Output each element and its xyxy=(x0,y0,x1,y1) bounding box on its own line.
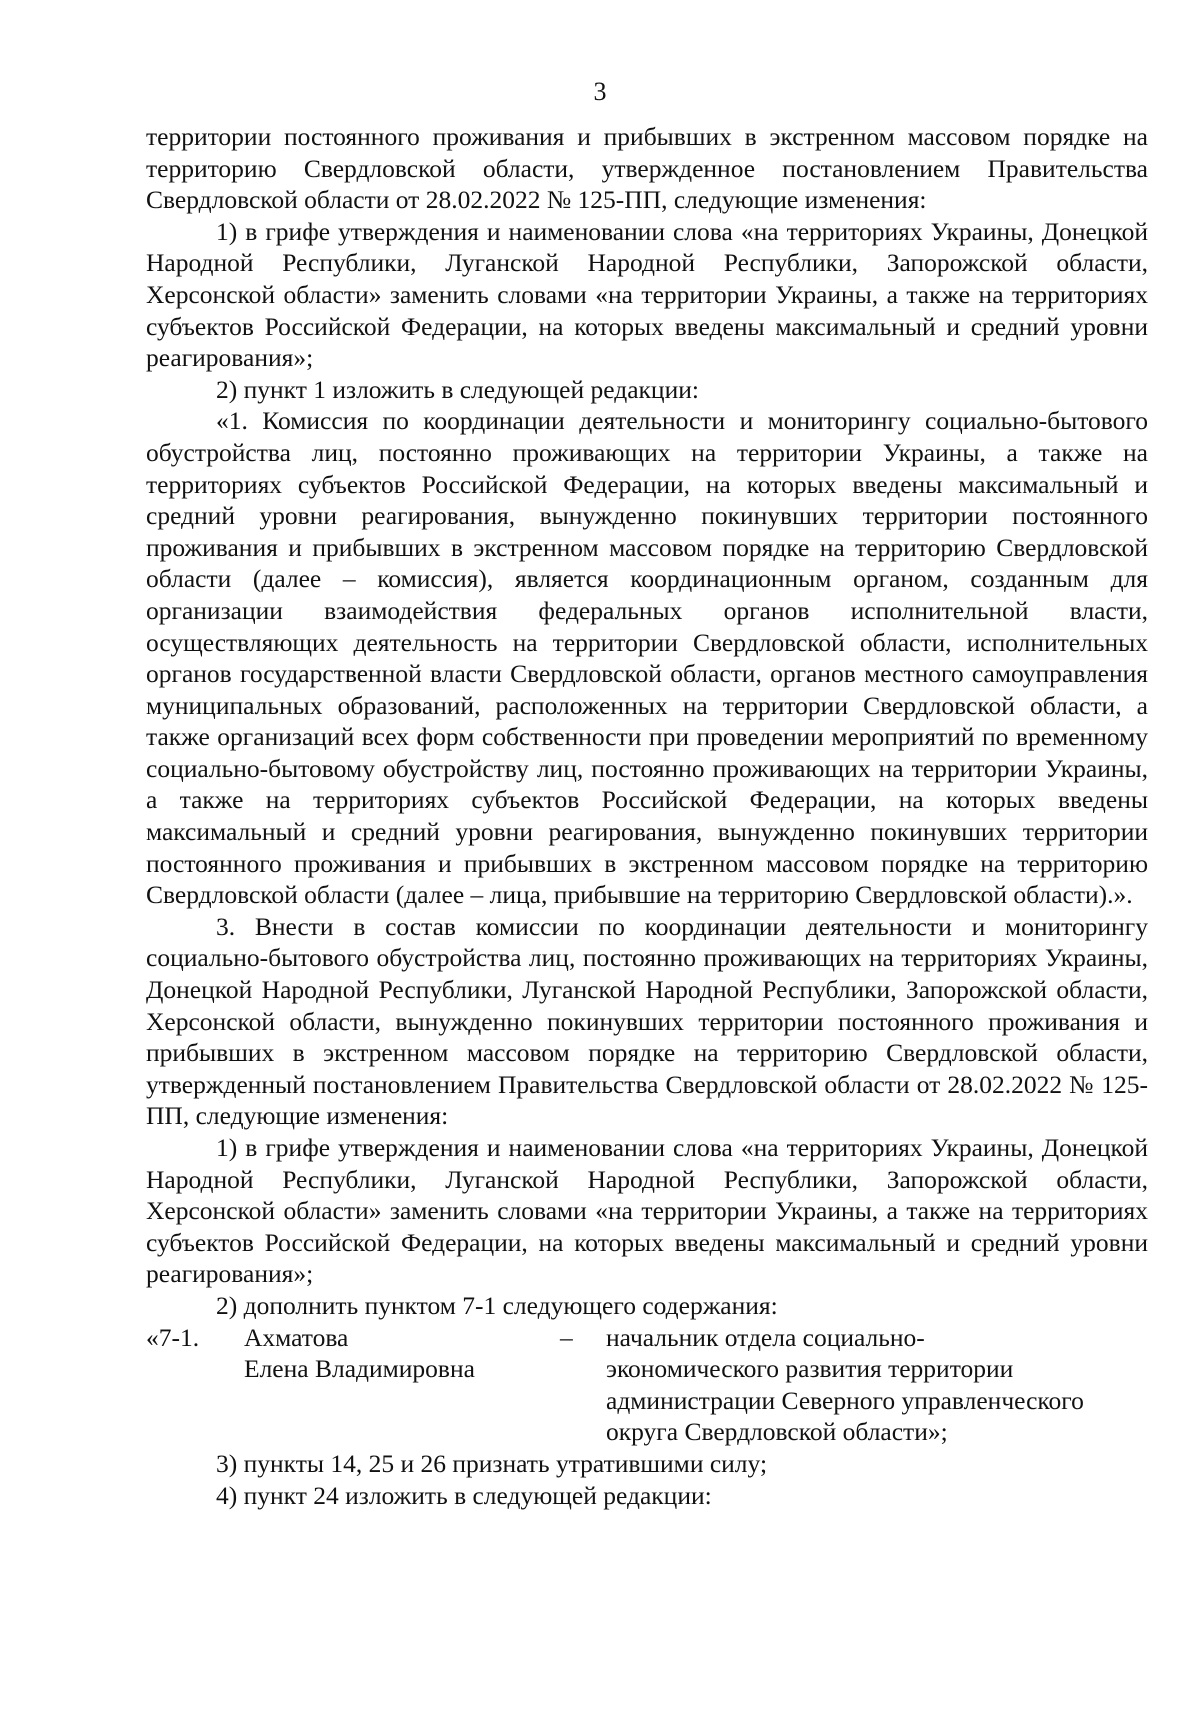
member-entry-name xyxy=(244,1322,560,1448)
position-line: начальник отдела социально- xyxy=(606,1322,925,1352)
page-number: 3 xyxy=(593,77,607,106)
paragraph-item-2-heading: 2) пункт 1 изложить в следующей редакции: xyxy=(216,374,699,404)
position-line: экономического развития территории xyxy=(606,1354,1014,1384)
paragraph-section-3: 3. Внести в состав комиссии по координации деятельности и мониторингу социально-бытового обустройства лиц, постоянно проживающих на территориях Украины, Донецкой Народной Республики, Луганской Народной Республики, Запорожской области, Херсонской области, вынужденно покинувших территории постоянного проживания и прибывших в экстренном массовом порядке на территорию Свердловской области, утвержденный постановлением Правительства Свердловской области от 28.02.2022 № 125-ПП, следующие изменения: xyxy=(146,911,1148,1131)
paragraph-section-3-item-2: 2) дополнить пунктом 7-1 следующего содержания: xyxy=(216,1290,778,1320)
member-entry-position xyxy=(606,1322,1148,1448)
paragraph-section-3-item-4: 4) пункт 24 изложить в следующей редакции: xyxy=(216,1480,712,1510)
position-line: администрации Северного управленческого xyxy=(606,1385,1084,1415)
paragraph-section-3-item-3: 3) пункты 14, 25 и 26 признать утратившими силу; xyxy=(216,1448,768,1478)
position-line: округа Свердловской области»; xyxy=(606,1417,948,1447)
paragraph-item-1-title-change: 1) в грифе утверждения и наименовании слова «на территориях Украины, Донецкой Народной Республики, Луганской Народной Республики, Запорожской области, Херсонской области» заменить словами «на территории Украины, а также на территориях субъектов Российской Федерации, на которых введены максимальный и средний уровни реагирования»; xyxy=(146,216,1148,373)
paragraph-continuation: территории постоянного проживания и прибывших в экстренном массовом порядке на территорию Свердловской области, утвержденное постановлением Правительства Свердловской области от 28.02.2022 № 125-ПП, следующие изменения: xyxy=(146,122,1148,215)
document-body xyxy=(146,121,1148,1511)
member-given-names: Елена Владимировна xyxy=(244,1354,475,1384)
paragraph-commission-definition: «1. Комиссия по координации деятельности и мониторингу социально-бытового обустройства лиц, постоянно проживающих на территории Украины, а также на территориях субъектов Российской Федерации, на которых введены максимальный и средний уровни реагирования, вынужденно покинувших территории постоянного проживания и прибывших в экстренном массовом порядке на территорию Свердловской области (далее – комиссия), является координационным органом, созданным для организации взаимодействия федеральных органов исполнительной власти, осуществляющих деятельность на территории Свердловской области, исполнительных органов государственной власти Свердловской области, органов местного самоуправления муниципальных образований, расположенных на территории Свердловской области, а также организаций всех форм собственности при проведении мероприятий по временному социально-бытовому обустройству лиц, постоянно проживающих на территории Украины, а также на территориях субъектов Российской Федерации, на которых введены максимальный и средний уровни реагирования, вынужденно покинувших территории постоянного проживания и прибывших в экстренном массовом порядке на территорию Свердловской области (далее – лица, прибывшие на территорию Свердловской области).». xyxy=(146,406,1148,910)
member-entry xyxy=(146,1322,1148,1448)
member-surname: Ахматова xyxy=(244,1322,349,1352)
paragraph-section-3-item-1: 1) в грифе утверждения и наименовании слова «на территориях Украины, Донецкой Народной Республики, Луганской Народной Республики, Запорожской области, Херсонской области» заменить словами «на территории Украины, а также на территориях субъектов Российской Федерации, на которых введены максимальный и средний уровни реагирования»; xyxy=(146,1133,1148,1289)
member-entry-dash: – xyxy=(560,1322,573,1352)
member-entry-number: «7-1. xyxy=(146,1322,200,1352)
